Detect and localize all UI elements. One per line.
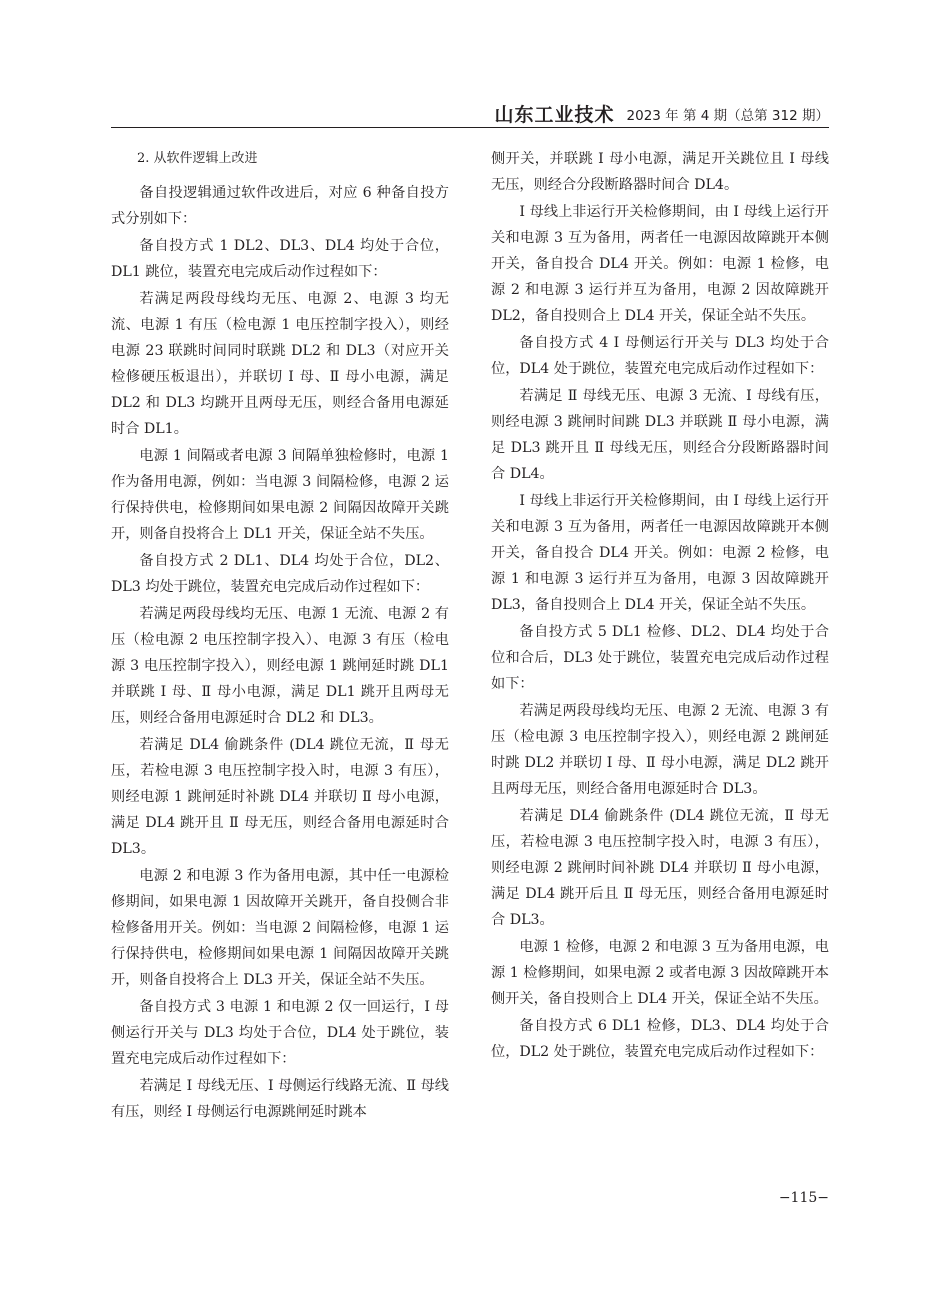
paragraph: 若满足 DL4 偷跳条件 (DL4 跳位无流，Ⅱ 母无压，若检电源 3 电压控制字投入时，电源 3 有压），则经电源 2 跳闸时间补跳 DL4 并联切 Ⅱ 母小电源，满足 DL4 跳开后且 Ⅱ 母无压，则经合备用电源延时合 DL3。 bbox=[491, 808, 829, 928]
paragraph: 若满足两段母线均无压、电源 2 无流、电源 3 有压（检电源 3 电压控制字投入），则经电源 2 跳闸延时跳 DL2 并联切 Ⅰ 母、Ⅱ 母小电源，满足 DL2 跳开且两母无压，则经合备用电源延时合 DL3。 bbox=[491, 703, 829, 797]
paragraph: 备自投方式 6 DL1 检修，DL3、DL4 均处于合位，DL2 处于跳位，装置充电完成后动作过程如下： bbox=[491, 1018, 829, 1060]
paragraph: 若满足 DL4 偷跳条件 (DL4 跳位无流，Ⅱ 母无压，若检电源 3 电压控制字投入时，电源 3 有压），则经电源 1 跳闸延时补跳 DL4 并联切 Ⅱ 母小电源，满足 DL4 跳开且 Ⅱ 母无压，则经合备用电源延时合 DL3。 bbox=[111, 737, 449, 857]
paragraph: 备自投逻辑通过软件改进后，对应 6 种备自投方式分别如下： bbox=[111, 185, 449, 227]
paragraph: 电源 1 检修，电源 2 和电源 3 互为备用电源，电源 1 检修期间，如果电源 2 或者电源 3 因故障跳开本侧开关，备自投则合上 DL4 开关，保证全站不失压。 bbox=[491, 939, 829, 1007]
left-column bbox=[111, 146, 449, 1126]
paragraph: 电源 2 和电源 3 作为备用电源，其中任一电源检修期间，如果电源 1 因故障开关跳开，备自投侧合非检修备用开关。例如：当电源 2 间隔检修，电源 1 运行保持供电，检修期间如果电源 1 间隔因故障开关跳开，则备自投将合上 DL3 开关，保证全站不失压。 bbox=[111, 868, 449, 988]
journal-name: 山东工业技术 bbox=[494, 104, 615, 126]
paragraph: 电源 1 间隔或者电源 3 间隔单独检修时，电源 1 作为备用电源，例如：当电源 3 间隔检修，电源 2 运行保持供电，检修期间如果电源 2 间隔因故障开关跳开，则备自投将合上 DL1 开关，保证全站不失压。 bbox=[111, 448, 449, 542]
header-rule bbox=[111, 127, 829, 128]
section-heading: 2. 从软件逻辑上改进 bbox=[137, 151, 258, 166]
paragraph: Ⅰ 母线上非运行开关检修期间，由 Ⅰ 母线上运行开关和电源 3 互为备用，两者任一电源因故障跳开本侧开关，备自投合 DL4 开关。例如：电源 1 检修，电源 2 和电源 3 运行并互为备用，电源 2 因故障跳开 DL2，备自投则合上 DL4 开关，保证全站不失压。 bbox=[491, 204, 829, 324]
paragraph: 备自投方式 2 DL1、DL4 均处于合位，DL2、DL3 均处于跳位，装置充电完成后动作过程如下： bbox=[111, 553, 449, 595]
paragraph: 备自投方式 3 电源 1 和电源 2 仅一回运行，Ⅰ 母侧运行开关与 DL3 均处于合位，DL4 处于跳位，装置充电完成后动作过程如下： bbox=[111, 999, 449, 1067]
page-number: −115− bbox=[778, 1190, 829, 1206]
running-header bbox=[111, 100, 829, 126]
paragraph: 备自投方式 5 DL1 检修、DL2、DL4 均处于合位和合后，DL3 处于跳位，装置充电完成后动作过程如下： bbox=[491, 624, 829, 692]
paragraph: 备自投方式 4 Ⅰ 母侧运行开关与 DL3 均处于合位，DL4 处于跳位，装置充电完成后动作过程如下： bbox=[491, 335, 829, 377]
paragraph: 备自投方式 1 DL2、DL3、DL4 均处于合位，DL1 跳位，装置充电完成后动作过程如下： bbox=[111, 238, 449, 280]
paragraph: 若满足两段母线均无压、电源 1 无流、电源 2 有压（检电源 2 电压控制字投入）、电源 3 有压（检电源 3 电压控制字投入），则经电源 1 跳闸延时跳 DL1 并联跳 Ⅰ 母、Ⅱ 母小电源，满足 DL1 跳开且两母无压，则经合备用电源延时合 DL2 和 DL3。 bbox=[111, 606, 449, 726]
paragraph: 若满足 Ⅱ 母线无压、电源 3 无流、Ⅰ 母线有压，则经电源 3 跳闸时间跳 DL3 并联跳 Ⅱ 母小电源，满足 DL3 跳开且 Ⅱ 母线无压，则经合分段断路器时间合 DL4。 bbox=[491, 388, 829, 482]
paragraph: 若满足两段母线均无压、电源 2、电源 3 均无流、电源 1 有压（检电源 1 电压控制字投入），则经电源 23 联跳时间同时联跳 DL2 和 DL3（对应开关检修硬压板退出），并联切 Ⅰ 母、Ⅱ 母小电源，满足 DL2 和 DL3 均跳开且两母无压，则经合备用电源延时合 DL1。 bbox=[111, 291, 449, 437]
paragraph-continued: 侧开关，并联跳 Ⅰ 母小电源，满足开关跳位且 Ⅰ 母线无压，则经合分段断路器时间合 DL4。 bbox=[491, 151, 829, 193]
issue-info: 2023 年 第 4 期（总第 312 期） bbox=[626, 108, 829, 124]
right-column bbox=[491, 146, 829, 1066]
paragraph: 若满足 Ⅰ 母线无压、Ⅰ 母侧运行线路无流、Ⅱ 母线有压，则经 Ⅰ 母侧运行电源跳闸延时跳本 bbox=[111, 1078, 449, 1120]
paragraph: Ⅰ 母线上非运行开关检修期间，由 Ⅰ 母线上运行开关和电源 3 互为备用，两者任一电源因故障跳开本侧开关，备自投合 DL4 开关。例如：电源 2 检修，电源 1 和电源 3 运行并互为备用，电源 3 因故障跳开 DL3，备自投则合上 DL4 开关，保证全站不失压。 bbox=[491, 493, 829, 613]
